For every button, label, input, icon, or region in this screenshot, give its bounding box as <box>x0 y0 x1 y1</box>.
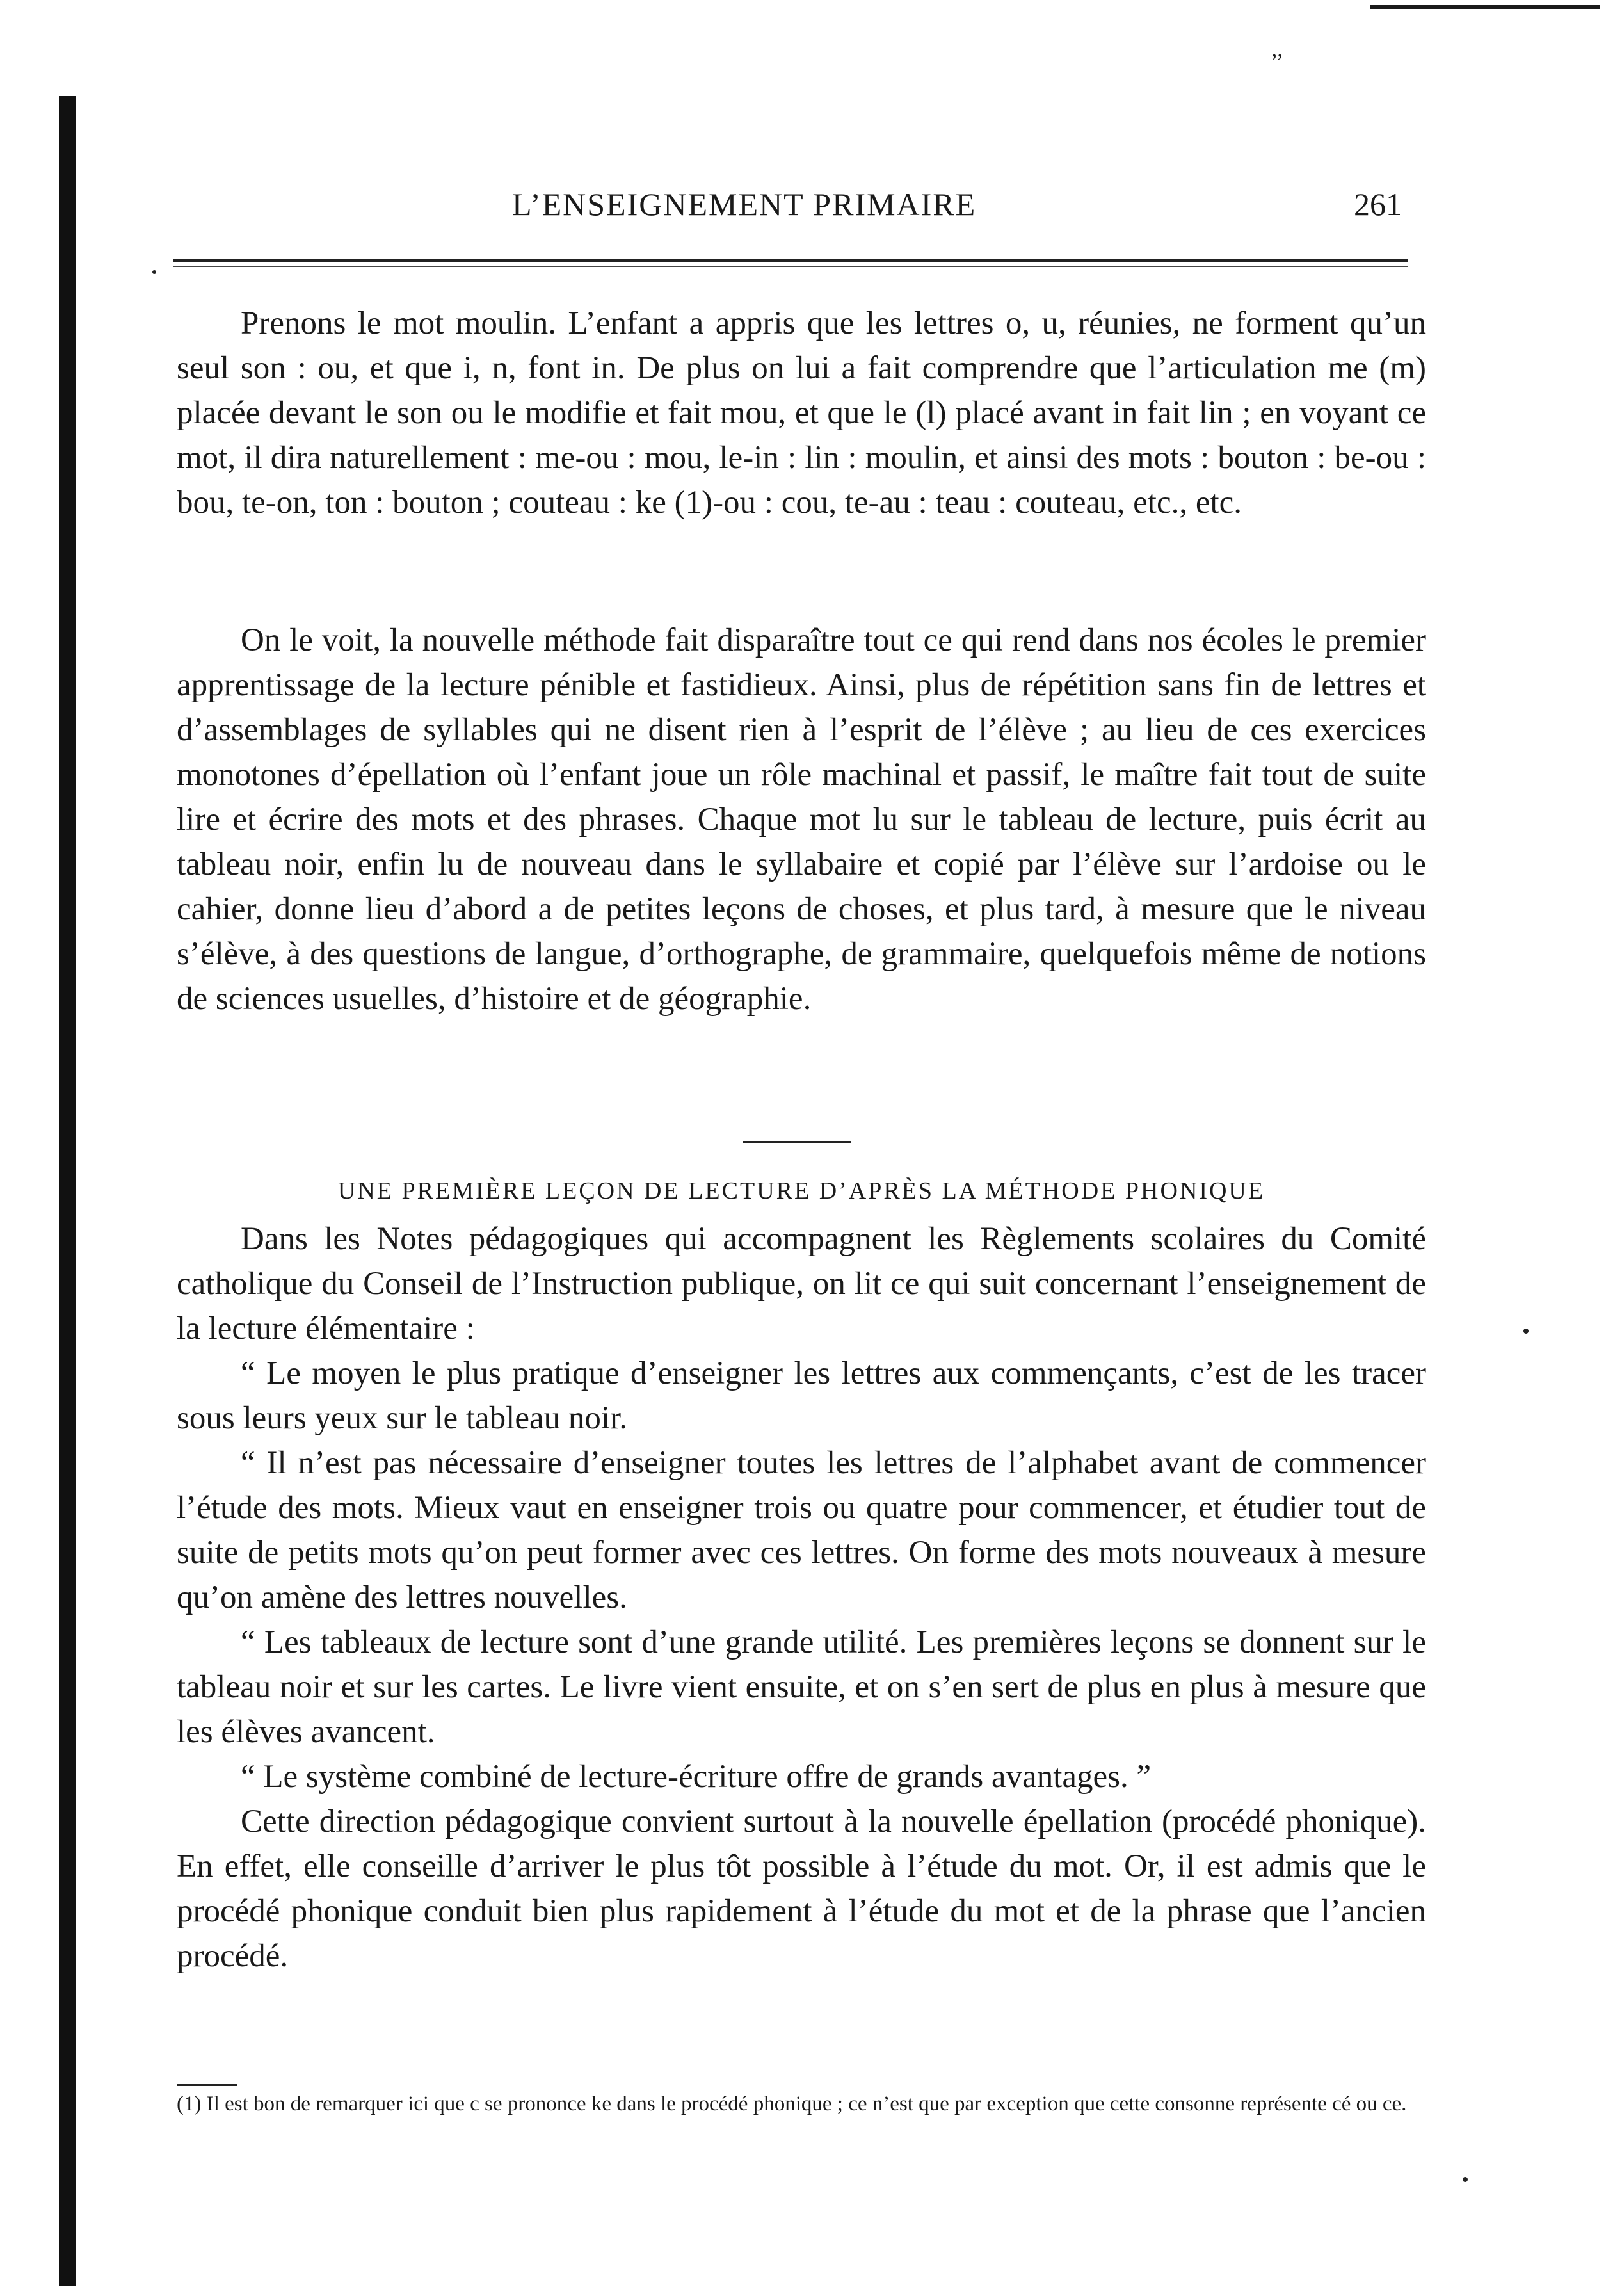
section-intro-paragraph: Dans les Notes pédagogiques qui accompagnent les Règlements scolaires du Comité catholique du Conseil de l’Instruction publique, on lit ce qui suit concernant l’enseignement de la lecture élémentaire : <box>177 1221 1426 1346</box>
running-title: L’ENSEIGNEMENT PRIMAIRE <box>512 186 977 222</box>
header-rule <box>173 259 1408 262</box>
footnote-rule <box>177 2084 237 2086</box>
section-body <box>177 1217 1426 1978</box>
ink-speck <box>1523 1329 1529 1334</box>
footnote-text: Il est bon de remarquer ici que c se prononce ke dans le procédé phonique ; ce n’est que par exception que cette consonne représente cé ou ce. <box>206 2092 1407 2115</box>
page-number: 261 <box>1354 186 1402 222</box>
quote-paragraph-4: “ Le système combiné de lecture-écriture offre de grands avantages. ” <box>241 1759 1152 1795</box>
ink-speck <box>1463 2177 1468 2182</box>
top-rule <box>1370 5 1600 9</box>
paragraph-nouvelle-methode: On le voit, la nouvelle méthode fait disparaître tout ce qui rend dans nos écoles le premier apprentissage de la lecture pénible et fastidieux. Ainsi, plus de répétition sans fin de lettres et d’assemblages de syllables qui ne disent rien à l’esprit de l’élève ; au lieu de ces exercices monotones d’épellation où l’enfant joue un rôle machinal et passif, le maître fait tout de suite lire et écrire des mots et des phrases. Chaque mot lu sur le tableau de lecture, puis écrit au tableau noir, enfin lu de nouveau dans le syllabaire et copié par l’élève sur l’ardoise ou le cahier, donne lieu d’abord a de petites leçons de choses, et plus tard, à mesure que le niveau s’élève, à des questions de langue, d’orthographe, de grammaire, quelquefois même de notions de sciences usuelles, d’histoire et de géographie. <box>177 622 1426 1017</box>
corner-mark: ’’ <box>1271 50 1284 74</box>
paragraph-moulin: Prenons le mot moulin. L’enfant a appris que les lettres o, u, réunies, ne forment qu’un seul son : ou, et que i, n, font in. De plus on lui a fait comprendre que l’articulation me (m) placée devant le son ou le modifie et fait mou, et que le (l) placé avant in fait lin ; en voyant ce mot, il dira naturellement : me-ou : mou, le-in : lin : moulin, et ainsi des mots : bouton : be-ou : bou, te-on, ton : bouton ; couteau : ke (1)-ou : cou, te-au : teau : couteau, etc., etc. <box>177 305 1426 521</box>
quote-paragraph-3: “ Les tableaux de lecture sont d’une grande utilité. Les premières leçons se donnent sur le tableau noir et sur les cartes. Le livre vient ensuite, et on s’en sert de plus en plus à mesure que les élèves avancent. <box>177 1624 1426 1750</box>
footnote-marker: (1) <box>177 2092 202 2115</box>
section-title: UNE PREMIÈRE LEÇON DE LECTURE D’APRÈS LA MÉTHODE PHONIQUE <box>337 1177 1265 1204</box>
header-rule-secondary <box>173 266 1408 267</box>
quote-paragraph-2: “ Il n’est pas nécessaire d’enseigner toutes les lettres de l’alphabet avant de commencer l’étude des mots. Mieux vaut en enseigner trois ou quatre pour commencer, et étudier tout de suite de petits mots qu’on peut former avec ces lettres. On forme des mots nouveaux à mesure qu’on amène des lettres nouvelles. <box>177 1445 1426 1615</box>
page-header <box>186 186 1402 230</box>
quote-paragraph-1: “ Le moyen le plus pratique d’enseigner les lettres aux commençants, c’est de les tracer sous leurs yeux sur le tableau noir. <box>177 1355 1426 1436</box>
section-closing-paragraph: Cette direction pédagogique convient surtout à la nouvelle épellation (procédé phonique). En effet, elle conseille d’arriver le plus tôt possible à l’étude du mot. Or, il est admis que le procédé phonique conduit bien plus rapidement à l’étude du mot et de la phrase que l’ancien procédé. <box>177 1804 1426 1974</box>
footnote <box>177 2090 1426 2117</box>
ink-speck <box>152 270 156 274</box>
section-divider <box>743 1141 851 1143</box>
binding-shadow <box>59 96 76 2286</box>
